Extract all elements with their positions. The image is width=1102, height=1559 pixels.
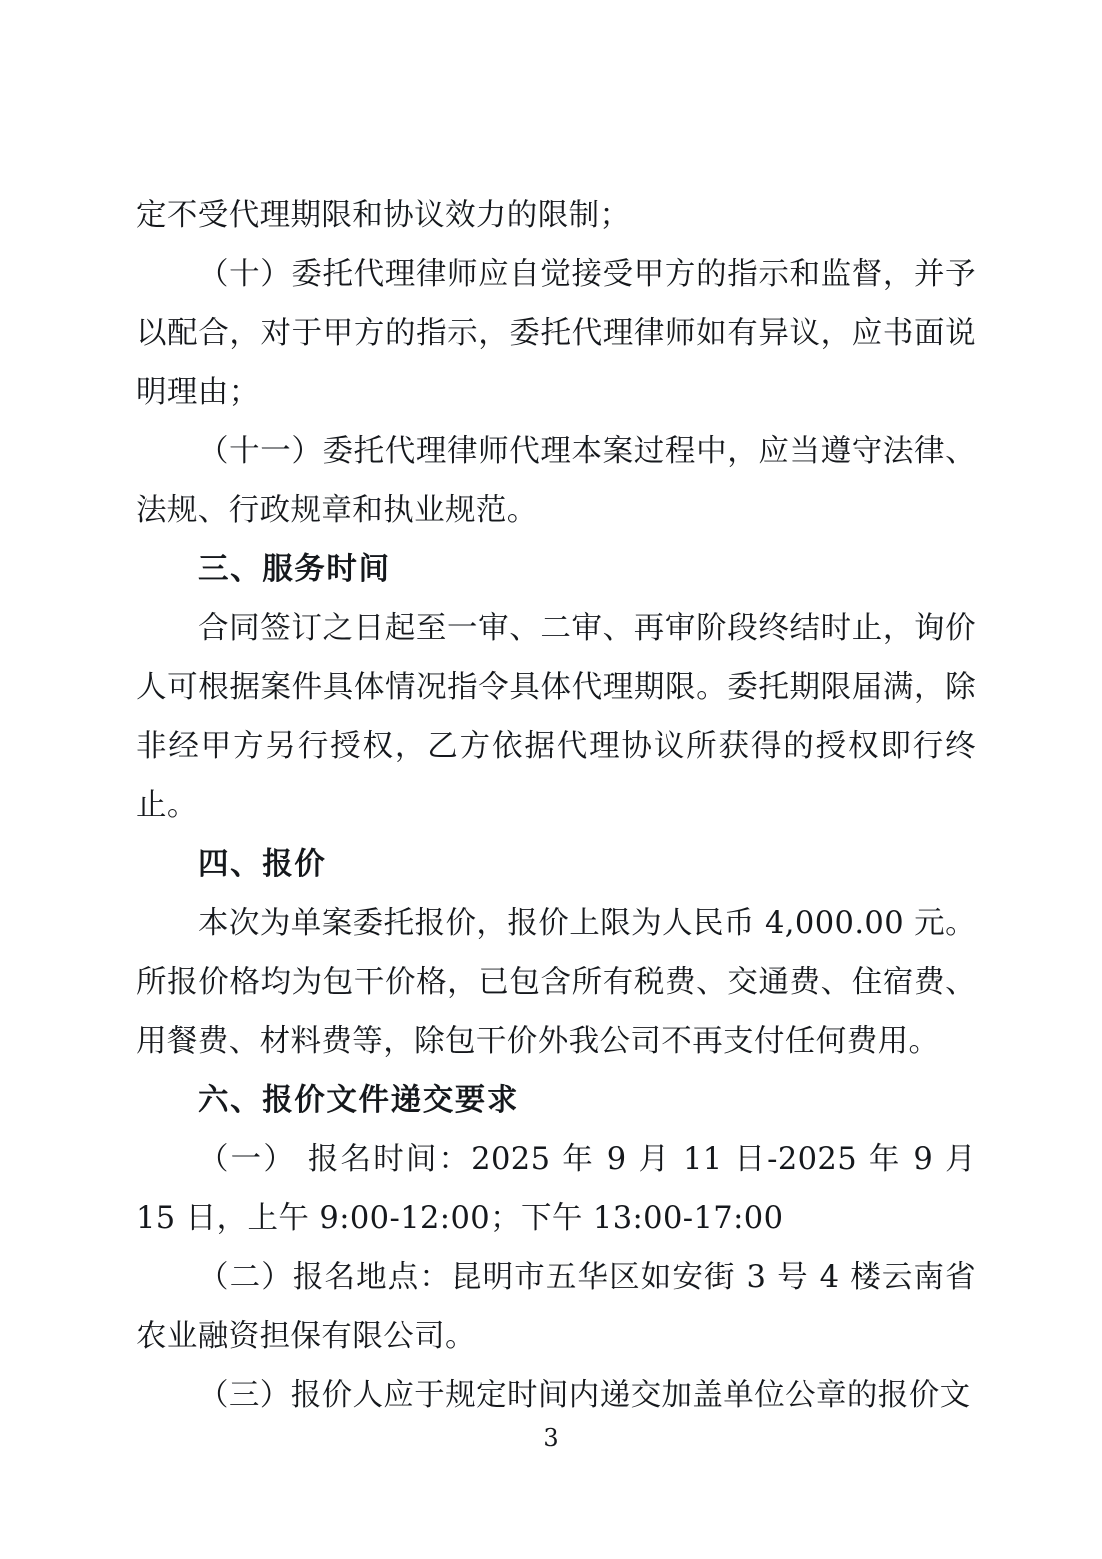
paragraph-service-time-body: 合同签订之日起至一审、二审、再审阶段终结时止，询价人可根据案件具体情况指令具体代理期限。委托期限届满，除非经甲方另行授权，乙方依据代理协议所获得的授权即行终止。 <box>136 611 976 823</box>
paragraph-clause-eleven: （十一）委托代理律师代理本案过程中，应当遵守法律、法规、行政规章和执业规范。 <box>136 434 976 528</box>
paragraph-clause-continuation: 定不受代理期限和协议效力的限制； <box>136 198 631 233</box>
heading-service-time: 三、服务时间 <box>198 552 391 587</box>
paragraph-quotation-body: 本次为单案委托报价，报价上限为人民币 4,000.00 元。所报价格均为包干价格，已包含所有税费、交通费、住宿费、用餐费、材料费等，除包干价外我公司不再支付任何费用。 <box>136 906 976 1059</box>
heading-quotation: 四、报价 <box>198 847 327 882</box>
paragraph-clause-ten: （十）委托代理律师应自觉接受甲方的指示和监督，并予以配合，对于甲方的指示，委托代理律师如有异议，应书面说明理由； <box>136 257 976 410</box>
document-body <box>136 186 987 1425</box>
paragraph-registration-place: （二）报名地点：昆明市五华区如安街 3 号 4 楼云南省农业融资担保有限公司。 <box>136 1260 976 1354</box>
heading-submission-requirements: 六、报价文件递交要求 <box>198 1083 519 1118</box>
paragraph-submission-deadline: （三）报价人应于规定时间内递交加盖单位公章的报价文 <box>198 1378 971 1413</box>
page-number: 3 <box>543 1424 559 1452</box>
paragraph-registration-time: （一） 报名时间：2025 年 9 月 11 日-2025 年 9 月 15 日，上午 9:00-12:00；下午 13:00-17:00 <box>136 1142 987 1236</box>
